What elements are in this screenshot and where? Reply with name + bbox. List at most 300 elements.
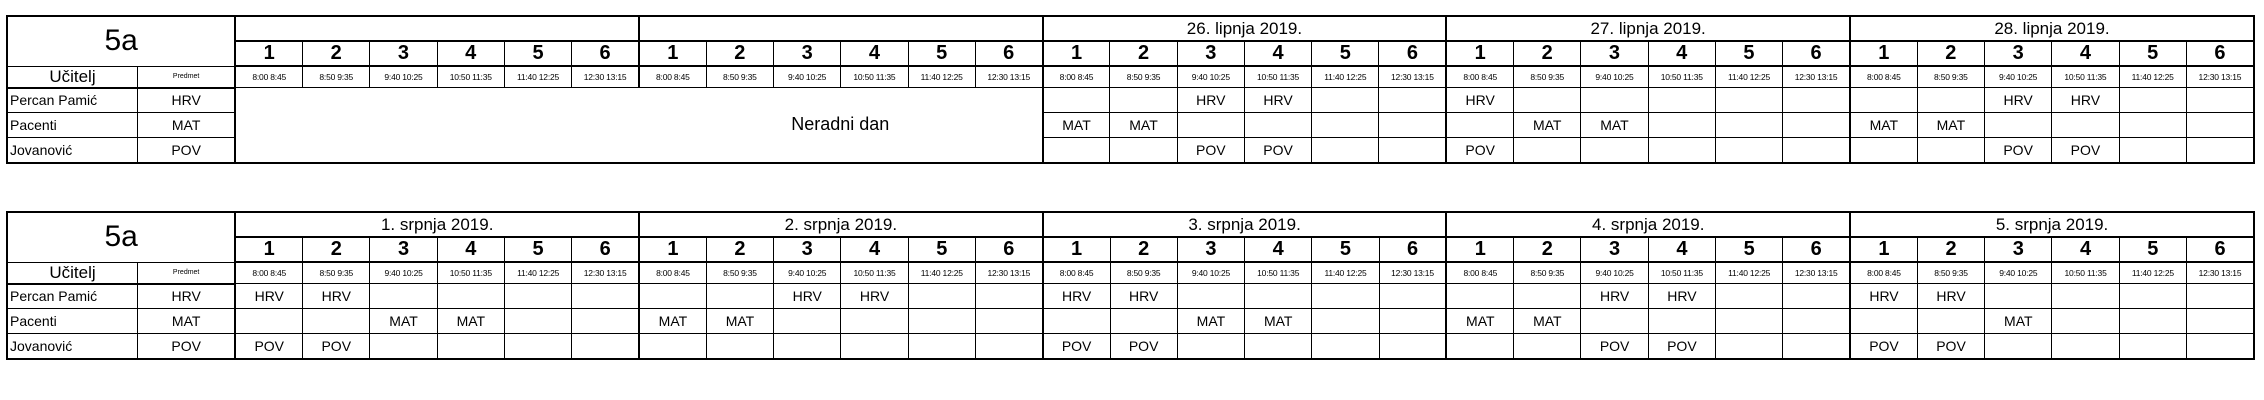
hour-number: 5 <box>504 237 571 262</box>
lesson-cell <box>1110 138 1177 163</box>
lesson-cell <box>908 284 975 309</box>
day-header: 26. lipnja 2019. <box>1043 16 1447 41</box>
lesson-time: 8:00 8:45 <box>1446 262 1513 284</box>
lesson-cell <box>706 334 773 359</box>
hour-number: 5 <box>1716 237 1783 262</box>
lesson-time: 8:50 9:35 <box>1110 262 1177 284</box>
lesson-cell: MAT <box>1043 113 1110 138</box>
day-header <box>235 16 639 41</box>
lesson-cell <box>1716 334 1783 359</box>
hour-number: 4 <box>1244 41 1311 66</box>
teacher-name: Percan Pamić <box>7 88 137 113</box>
hour-number: 4 <box>437 41 504 66</box>
lesson-cell <box>639 334 706 359</box>
hour-number: 6 <box>572 237 639 262</box>
lesson-cell: MAT <box>1985 309 2052 334</box>
hour-number: 5 <box>504 41 571 66</box>
hour-number: 2 <box>1110 237 1177 262</box>
lesson-time: 8:50 9:35 <box>1917 66 1984 88</box>
lesson-cell: HRV <box>1917 284 1984 309</box>
lesson-time: 10:50 11:35 <box>1245 262 1312 284</box>
lesson-time: 11:40 12:25 <box>1312 262 1379 284</box>
lesson-cell <box>1783 88 1850 113</box>
hour-number: 4 <box>437 237 504 262</box>
lesson-cell: POV <box>1850 334 1917 359</box>
lesson-cell <box>1581 138 1648 163</box>
lesson-time: 9:40 10:25 <box>1177 262 1244 284</box>
lesson-time: 8:00 8:45 <box>1850 66 1917 88</box>
lesson-cell: HRV <box>1110 284 1177 309</box>
lesson-time: 11:40 12:25 <box>504 262 571 284</box>
teacher-subject: MAT <box>137 309 235 334</box>
hour-number: 6 <box>1379 41 1446 66</box>
lesson-cell <box>1716 309 1783 334</box>
lesson-cell <box>572 284 639 309</box>
teacher-name: Jovanović <box>7 138 137 163</box>
lesson-cell: MAT <box>1177 309 1244 334</box>
hour-number: 2 <box>1917 237 1984 262</box>
subject-column-header: Predmet <box>137 262 235 284</box>
lesson-cell <box>2119 113 2186 138</box>
lesson-cell <box>1446 113 1513 138</box>
lesson-cell <box>1648 113 1715 138</box>
lesson-cell: POV <box>1110 334 1177 359</box>
lesson-cell <box>2052 334 2119 359</box>
lesson-time: 11:40 12:25 <box>908 262 975 284</box>
lesson-cell <box>2187 284 2255 309</box>
teacher-column-header: Učitelj <box>7 262 137 284</box>
lesson-cell: MAT <box>1850 113 1917 138</box>
lesson-cell: POV <box>1917 334 1984 359</box>
hour-number: 2 <box>1514 237 1581 262</box>
hour-number: 4 <box>2052 41 2119 66</box>
lesson-time: 10:50 11:35 <box>1648 66 1715 88</box>
teacher-name: Jovanović <box>7 334 137 359</box>
lesson-time: 8:00 8:45 <box>1446 66 1513 88</box>
lesson-time: 10:50 11:35 <box>1648 262 1715 284</box>
lesson-cell <box>774 309 841 334</box>
lesson-time: 11:40 12:25 <box>2119 66 2186 88</box>
lesson-time: 8:00 8:45 <box>235 66 302 88</box>
lesson-cell <box>975 284 1042 309</box>
lesson-time: 12:30 13:15 <box>1783 262 1850 284</box>
lesson-cell <box>1245 284 1312 309</box>
hour-number: 5 <box>908 41 975 66</box>
teacher-subject: MAT <box>137 113 235 138</box>
lesson-cell: HRV <box>1177 88 1244 113</box>
hour-number: 3 <box>1581 41 1648 66</box>
lesson-cell <box>1379 284 1446 309</box>
lesson-time: 9:40 10:25 <box>774 262 841 284</box>
lesson-cell: MAT <box>1446 309 1513 334</box>
hour-number: 6 <box>975 237 1042 262</box>
lesson-time: 12:30 13:15 <box>572 262 639 284</box>
lesson-time: 12:30 13:15 <box>1783 66 1850 88</box>
lesson-cell <box>1715 113 1782 138</box>
lesson-cell <box>1043 309 1110 334</box>
lesson-cell: HRV <box>1446 88 1513 113</box>
lesson-cell <box>1917 309 1984 334</box>
hour-number: 3 <box>1581 237 1648 262</box>
class-label: 5a <box>7 212 235 262</box>
lesson-time: 11:40 12:25 <box>2119 262 2186 284</box>
lesson-cell <box>2187 334 2255 359</box>
lesson-cell <box>1783 138 1850 163</box>
lesson-cell: POV <box>1985 138 2052 163</box>
lesson-cell <box>504 309 571 334</box>
hour-number: 3 <box>370 41 437 66</box>
lesson-cell <box>841 309 908 334</box>
lesson-cell: MAT <box>1514 113 1581 138</box>
lesson-time: 8:00 8:45 <box>639 66 706 88</box>
lesson-time: 8:50 9:35 <box>706 66 773 88</box>
lesson-cell: MAT <box>706 309 773 334</box>
hour-number: 5 <box>2119 237 2186 262</box>
lesson-time: 12:30 13:15 <box>975 66 1042 88</box>
hour-number: 5 <box>2119 41 2186 66</box>
lesson-cell <box>1312 334 1379 359</box>
lesson-cell <box>1177 334 1244 359</box>
lesson-time: 8:00 8:45 <box>235 262 302 284</box>
lesson-time: 9:40 10:25 <box>370 262 437 284</box>
lesson-time: 8:50 9:35 <box>303 66 370 88</box>
lesson-cell <box>1783 334 1850 359</box>
hour-number: 3 <box>1177 237 1244 262</box>
lesson-cell <box>1244 113 1311 138</box>
lesson-cell <box>1379 138 1446 163</box>
hour-number: 1 <box>1446 237 1513 262</box>
lesson-cell <box>975 334 1042 359</box>
hour-number: 3 <box>1177 41 1244 66</box>
lesson-cell <box>1379 113 1446 138</box>
lesson-cell <box>2119 284 2186 309</box>
lesson-cell <box>1850 309 1917 334</box>
hour-number: 6 <box>975 41 1042 66</box>
lesson-cell <box>639 284 706 309</box>
hour-number: 2 <box>303 41 370 66</box>
lesson-cell <box>1581 309 1648 334</box>
day-header: 2. srpnja 2019. <box>639 212 1043 237</box>
lesson-cell: HRV <box>1581 284 1648 309</box>
hour-number: 5 <box>908 237 975 262</box>
lesson-cell <box>1648 138 1715 163</box>
non-working-day <box>235 88 639 163</box>
teacher-subject: HRV <box>137 284 235 309</box>
day-header: 3. srpnja 2019. <box>1043 212 1447 237</box>
lesson-cell: MAT <box>1514 309 1581 334</box>
hour-number: 1 <box>639 41 706 66</box>
lesson-time: 10:50 11:35 <box>437 262 504 284</box>
lesson-cell <box>1985 334 2052 359</box>
day-header: 27. lipnja 2019. <box>1446 16 1850 41</box>
lesson-cell <box>1715 88 1782 113</box>
teacher-name: Pacenti <box>7 113 137 138</box>
teacher-subject: HRV <box>137 88 235 113</box>
lesson-cell <box>908 309 975 334</box>
hour-number: 2 <box>706 41 773 66</box>
hour-number: 3 <box>1985 237 2052 262</box>
lesson-cell <box>1514 334 1581 359</box>
hour-number: 6 <box>2186 41 2254 66</box>
lesson-cell <box>908 334 975 359</box>
lesson-time: 10:50 11:35 <box>2052 66 2119 88</box>
hour-number: 5 <box>1715 41 1782 66</box>
day-header <box>639 16 1043 41</box>
lesson-cell <box>1245 334 1312 359</box>
lesson-time: 8:00 8:45 <box>1043 262 1110 284</box>
hour-number: 3 <box>1985 41 2052 66</box>
lesson-time: 8:00 8:45 <box>1850 262 1917 284</box>
subject-column-header: Predmet <box>137 66 235 88</box>
lesson-cell <box>1379 88 1446 113</box>
hour-number: 3 <box>774 41 841 66</box>
lesson-cell <box>1716 284 1783 309</box>
teacher-name: Percan Pamić <box>7 284 137 309</box>
lesson-cell <box>437 334 504 359</box>
lesson-cell: HRV <box>841 284 908 309</box>
lesson-time: 9:40 10:25 <box>1581 262 1648 284</box>
hour-number: 2 <box>303 237 370 262</box>
lesson-cell: POV <box>1244 138 1311 163</box>
lesson-time: 11:40 12:25 <box>908 66 975 88</box>
lesson-time: 8:00 8:45 <box>639 262 706 284</box>
hour-number: 5 <box>1312 237 1379 262</box>
hour-number: 3 <box>774 237 841 262</box>
lesson-time: 9:40 10:25 <box>1985 262 2052 284</box>
lesson-time: 8:50 9:35 <box>303 262 370 284</box>
lesson-cell <box>572 309 639 334</box>
hour-number: 2 <box>1917 41 1984 66</box>
lesson-cell: HRV <box>1648 284 1715 309</box>
lesson-cell <box>1917 138 1984 163</box>
hour-number: 3 <box>370 237 437 262</box>
hour-number: 4 <box>2052 237 2119 262</box>
hour-number: 6 <box>2187 237 2255 262</box>
teacher-row <box>7 334 2254 359</box>
timetable-block <box>6 15 2255 164</box>
lesson-time: 10:50 11:35 <box>437 66 504 88</box>
lesson-cell <box>303 309 370 334</box>
lesson-cell <box>2119 138 2186 163</box>
lesson-cell <box>1648 88 1715 113</box>
lesson-time: 9:40 10:25 <box>774 66 841 88</box>
non-working-day: Neradni dan <box>639 88 1043 163</box>
lesson-cell <box>370 284 437 309</box>
lesson-time: 12:30 13:15 <box>1379 262 1446 284</box>
lesson-time: 8:50 9:35 <box>1514 66 1581 88</box>
lesson-time: 12:30 13:15 <box>1379 66 1446 88</box>
lesson-cell <box>1985 113 2052 138</box>
lesson-cell: POV <box>303 334 370 359</box>
lesson-cell: POV <box>1446 138 1513 163</box>
lesson-cell <box>1581 88 1648 113</box>
lesson-cell <box>1985 284 2052 309</box>
lesson-cell <box>975 309 1042 334</box>
lesson-cell <box>2052 284 2119 309</box>
lesson-cell <box>1917 88 1984 113</box>
hour-number: 1 <box>1043 237 1110 262</box>
hour-number: 1 <box>1850 237 1917 262</box>
lesson-cell: MAT <box>639 309 706 334</box>
lesson-cell: HRV <box>1850 284 1917 309</box>
lesson-cell <box>706 284 773 309</box>
hour-number: 2 <box>706 237 773 262</box>
lesson-cell <box>1379 309 1446 334</box>
lesson-time: 9:40 10:25 <box>1177 66 1244 88</box>
hour-number: 6 <box>572 41 639 66</box>
lesson-cell <box>1312 138 1379 163</box>
lesson-time: 9:40 10:25 <box>1985 66 2052 88</box>
lesson-cell: HRV <box>774 284 841 309</box>
hour-number: 4 <box>841 41 908 66</box>
day-header: 4. srpnja 2019. <box>1446 212 1850 237</box>
teacher-row <box>7 309 2254 334</box>
lesson-cell <box>1312 284 1379 309</box>
hour-number: 2 <box>1514 41 1581 66</box>
lesson-cell <box>437 284 504 309</box>
lesson-cell: MAT <box>437 309 504 334</box>
day-header: 1. srpnja 2019. <box>235 212 639 237</box>
hour-number: 1 <box>1850 41 1917 66</box>
lesson-cell <box>774 334 841 359</box>
hour-number: 1 <box>235 237 302 262</box>
hour-number: 1 <box>235 41 302 66</box>
lesson-cell <box>1446 334 1513 359</box>
hour-number: 4 <box>1245 237 1312 262</box>
lesson-time: 11:40 12:25 <box>1312 66 1379 88</box>
lesson-cell <box>1110 88 1177 113</box>
hour-number: 2 <box>1110 41 1177 66</box>
teacher-row <box>7 284 2254 309</box>
lesson-cell <box>1514 88 1581 113</box>
lesson-time: 11:40 12:25 <box>1716 262 1783 284</box>
timetable-block <box>6 211 2255 360</box>
lesson-cell: MAT <box>1245 309 1312 334</box>
day-header: 5. srpnja 2019. <box>1850 212 2254 237</box>
class-label: 5a <box>7 16 235 66</box>
lesson-cell: POV <box>1648 334 1715 359</box>
lesson-cell: POV <box>1581 334 1648 359</box>
lesson-time: 12:30 13:15 <box>572 66 639 88</box>
lesson-cell <box>1850 138 1917 163</box>
lesson-cell: POV <box>235 334 302 359</box>
teacher-subject: POV <box>137 138 235 163</box>
lesson-cell: HRV <box>1244 88 1311 113</box>
lesson-cell <box>2186 138 2254 163</box>
lesson-time: 10:50 11:35 <box>841 262 908 284</box>
hour-number: 4 <box>841 237 908 262</box>
lesson-cell: MAT <box>1581 113 1648 138</box>
lesson-cell <box>2119 88 2186 113</box>
lesson-cell <box>1514 284 1581 309</box>
day-header: 28. lipnja 2019. <box>1850 16 2254 41</box>
lesson-cell <box>235 309 302 334</box>
lesson-cell: POV <box>1043 334 1110 359</box>
lesson-cell <box>370 334 437 359</box>
lesson-cell <box>1850 88 1917 113</box>
teacher-column-header: Učitelj <box>7 66 137 88</box>
lesson-cell: POV <box>1177 138 1244 163</box>
lesson-cell <box>1177 113 1244 138</box>
hour-number: 4 <box>1648 41 1715 66</box>
lesson-cell <box>2187 309 2255 334</box>
lesson-cell <box>2186 88 2254 113</box>
teacher-name: Pacenti <box>7 309 137 334</box>
hour-number: 5 <box>1312 41 1379 66</box>
lesson-cell: MAT <box>1917 113 1984 138</box>
lesson-cell <box>2052 309 2119 334</box>
hour-number: 4 <box>1648 237 1715 262</box>
lesson-cell <box>1783 113 1850 138</box>
lesson-cell: HRV <box>303 284 370 309</box>
teacher-subject: POV <box>137 334 235 359</box>
lesson-time: 11:40 12:25 <box>1715 66 1782 88</box>
lesson-time: 9:40 10:25 <box>370 66 437 88</box>
lesson-cell: HRV <box>1985 88 2052 113</box>
lesson-cell: HRV <box>1043 284 1110 309</box>
lesson-cell <box>2186 113 2254 138</box>
hour-number: 6 <box>1783 41 1850 66</box>
lesson-cell <box>572 334 639 359</box>
lesson-cell: POV <box>2052 138 2119 163</box>
hour-number: 1 <box>639 237 706 262</box>
lesson-cell <box>1648 309 1715 334</box>
lesson-cell <box>1110 309 1177 334</box>
lesson-time: 9:40 10:25 <box>1581 66 1648 88</box>
lesson-time: 12:30 13:15 <box>2187 262 2255 284</box>
lesson-cell <box>1715 138 1782 163</box>
lesson-cell: MAT <box>370 309 437 334</box>
lesson-time: 10:50 11:35 <box>1244 66 1311 88</box>
lesson-time: 10:50 11:35 <box>841 66 908 88</box>
lesson-cell <box>1379 334 1446 359</box>
hour-number: 6 <box>1379 237 1446 262</box>
lesson-cell <box>2119 334 2186 359</box>
lesson-cell <box>1177 284 1244 309</box>
lesson-time: 12:30 13:15 <box>975 262 1042 284</box>
hour-number: 1 <box>1043 41 1110 66</box>
lesson-time: 8:50 9:35 <box>1917 262 1984 284</box>
teacher-row <box>7 88 2254 113</box>
lesson-time: 8:00 8:45 <box>1043 66 1110 88</box>
lesson-cell <box>1043 138 1110 163</box>
lesson-cell <box>504 284 571 309</box>
hour-number: 6 <box>1783 237 1850 262</box>
lesson-cell <box>1783 309 1850 334</box>
lesson-time: 8:50 9:35 <box>706 262 773 284</box>
lesson-time: 11:40 12:25 <box>504 66 571 88</box>
lesson-cell: HRV <box>235 284 302 309</box>
lesson-time: 8:50 9:35 <box>1514 262 1581 284</box>
lesson-cell <box>1783 284 1850 309</box>
lesson-cell <box>504 334 571 359</box>
lesson-cell <box>1514 138 1581 163</box>
lesson-cell <box>1312 113 1379 138</box>
lesson-cell <box>1312 88 1379 113</box>
lesson-time: 10:50 11:35 <box>2052 262 2119 284</box>
lesson-time: 12:30 13:15 <box>2186 66 2254 88</box>
lesson-cell <box>1312 309 1379 334</box>
lesson-cell <box>1043 88 1110 113</box>
lesson-cell <box>2119 309 2186 334</box>
lesson-cell <box>2052 113 2119 138</box>
hour-number: 1 <box>1446 41 1513 66</box>
lesson-cell: HRV <box>2052 88 2119 113</box>
lesson-time: 8:50 9:35 <box>1110 66 1177 88</box>
lesson-cell <box>1446 284 1513 309</box>
lesson-cell: MAT <box>1110 113 1177 138</box>
lesson-cell <box>841 334 908 359</box>
